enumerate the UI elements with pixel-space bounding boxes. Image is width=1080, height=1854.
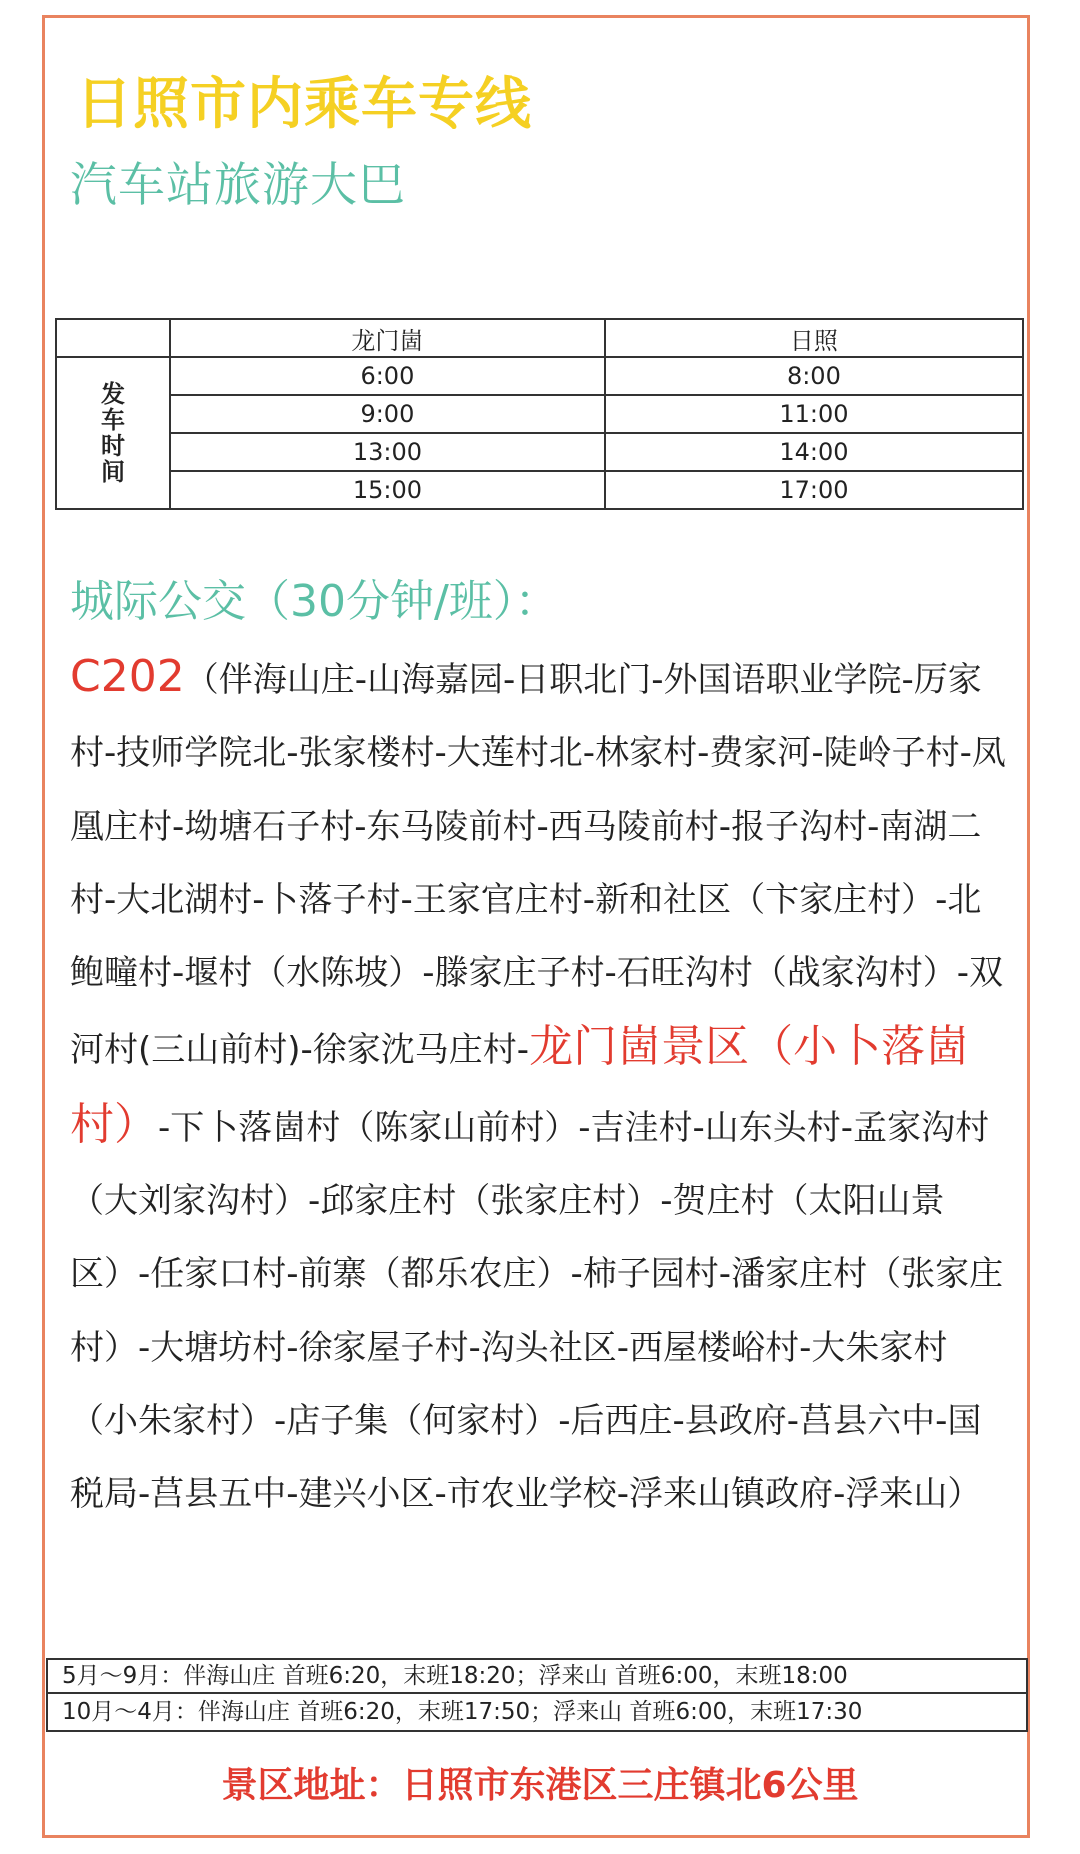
service-hours-summer: 5月～9月：伴海山庄 首班6:20，末班18:20；浮来山 首班6:00，末班18:00: [46, 1658, 1028, 1694]
time-cell: 11:00: [605, 395, 1023, 433]
departure-time-char: 发: [101, 380, 125, 408]
table-header-row: [56, 319, 1023, 357]
column-header-rizhao: 日照: [605, 319, 1023, 357]
table-row: [56, 395, 1023, 433]
departure-time-label: [56, 357, 170, 509]
service-hours-box: [46, 1658, 1028, 1732]
table-row: [56, 471, 1023, 509]
departure-time-char: 间: [101, 458, 125, 486]
page-title: 日照市内乘车专线: [76, 72, 532, 137]
time-cell: 8:00: [605, 357, 1023, 395]
departure-time-char: 时: [101, 432, 125, 460]
table-corner-cell: [56, 319, 170, 357]
departure-time-char: 车: [101, 406, 125, 434]
route-code: C202: [70, 651, 185, 702]
bus-schedule-table: [55, 318, 1024, 510]
time-cell: 15:00: [170, 471, 605, 509]
intercity-bus-heading: 城际公交（30分钟/班）：: [70, 576, 559, 627]
route-stops-before: （伴海山庄-山海嘉园-日职北门-外国语职业学院-厉家村-技师学院北-张家楼村-大莲村北-林家村-费家河-陡岭子村-凤凰庄村-坳塘石子村-东马陵前村-西马陵前村-报子沟村-南湖二村-大北湖村-卜落子村-王家官庄村-新和社区（卞家庄村）-北鲍疃村-堰村（水陈坡）-滕家庄子村-石旺沟村（战家沟村）-双河村(三山前村)-徐家沈马庄村-: [70, 660, 1006, 1071]
column-header-longmengu: 龙门崮: [170, 319, 605, 357]
scenic-address: 景区地址：日照市东港区三庄镇北6公里: [221, 1765, 859, 1806]
time-cell: 17:00: [605, 471, 1023, 509]
route-stops-after: -下卜落崮村（陈家山前村）-吉洼村-山东头村-孟家沟村（大刘家沟村）-邱家庄村（张家庄村）-贺庄村（太阳山景区）-任家口村-前寨（都乐农庄）-柿子园村-潘家庄村（张家庄村）-大塘坊村-徐家屋子村-沟头社区-西屋楼峪村-大朱家村（小朱家村）-店子集（何家村）-后西庄-县政府-莒县六中-国税局-莒县五中-建兴小区-市农业学校-浮来山镇政府-浮来山）: [70, 1107, 1004, 1515]
time-cell: 14:00: [605, 433, 1023, 471]
time-cell: 13:00: [170, 433, 605, 471]
table-row: [56, 357, 1023, 395]
page-subtitle: 汽车站旅游大巴: [70, 158, 406, 213]
service-hours-winter: 10月～4月：伴海山庄 首班6:20，末班17:50；浮来山 首班6:00，末班17:30: [46, 1694, 1028, 1732]
time-cell: 9:00: [170, 395, 605, 433]
time-cell: 6:00: [170, 357, 605, 395]
route-description: [70, 640, 1015, 1532]
table-row: [56, 433, 1023, 471]
route-highlight-stop: 龙门崮景区（小卜落崮村）: [70, 1021, 970, 1150]
